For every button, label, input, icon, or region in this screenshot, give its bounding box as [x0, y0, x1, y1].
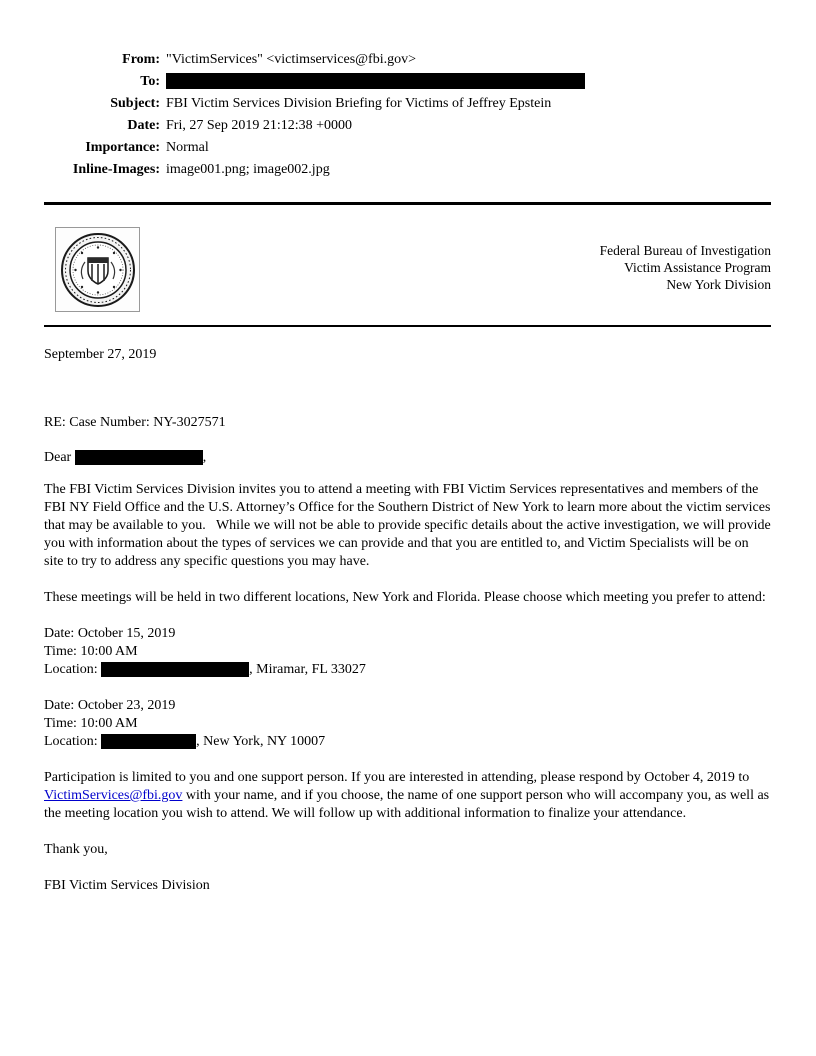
closing-line: Thank you,	[44, 842, 108, 857]
letterhead-divider	[44, 325, 771, 327]
salutation-line	[44, 449, 771, 467]
header-value-to	[166, 74, 585, 90]
meeting-florida	[44, 625, 771, 679]
header-row-from	[44, 52, 771, 68]
letter-body	[44, 346, 775, 895]
header-label-from: From:	[122, 52, 160, 67]
case-number-line: RE: Case Number: NY-3027571	[44, 415, 226, 430]
header-row-to	[44, 74, 771, 90]
paragraph-invitation: The FBI Victim Services Division invites you to attend a meeting with FBI Victim Services representatives and members of the FBI NY Field Office and the U.S. Attorney’s Office for the Southern District of New York to learn more about the victim services that may be available to you. While we will not be able to provide specific details about the active investigation, we will provide you with information about the types of services we can provide and that you are entitled to, and Victim Specialists will be on site to try to address any specific questions you may have.	[44, 482, 775, 569]
header-label-inline-images: Inline-Images:	[72, 162, 160, 177]
header-row-inline-images	[44, 162, 771, 178]
letterhead-org-line3: New York Division	[666, 277, 771, 292]
letterhead-org-line1: Federal Bureau of Investigation	[599, 243, 771, 258]
salutation-suffix: ,	[202, 450, 207, 465]
fbi-seal-icon	[59, 231, 137, 309]
meeting-new-york-date: Date: October 23, 2019	[44, 698, 176, 713]
header-label-importance: Importance:	[85, 140, 160, 155]
redaction-bar-to	[166, 73, 585, 89]
header-label-to: To:	[140, 74, 160, 89]
letter-date: September 27, 2019	[44, 347, 157, 362]
redaction-bar-new-york-location	[101, 734, 196, 749]
paragraph-locations: These meetings will be held in two different locations, New York and Florida. Please choose which meeting you prefer to attend:	[44, 590, 766, 605]
rsvp-text-before-link: Participation is limited to you and one support person. If you are interested in attending, please respond by October 4, 2019 to	[44, 770, 753, 785]
header-row-importance	[44, 140, 771, 156]
meeting-new-york	[44, 697, 771, 751]
rsvp-text-after-link: with your name, and if you choose, the name of one support person who will accompany you, as well as the meeting location you wish to attend. We will follow up with additional information to finalize your attendance.	[44, 788, 773, 821]
paragraph-rsvp	[44, 769, 771, 823]
meeting-florida-time: Time: 10:00 AM	[44, 644, 138, 659]
letterhead-text	[600, 227, 771, 293]
header-row-subject	[44, 96, 771, 112]
header-label-subject: Subject:	[110, 96, 160, 111]
redaction-bar-florida-location	[101, 662, 249, 677]
header-value-subject: FBI Victim Services Division Briefing for Victims of Jeffrey Epstein	[166, 96, 552, 111]
signature-line: FBI Victim Services Division	[44, 878, 210, 893]
header-label-date: Date:	[127, 118, 160, 133]
victim-services-email-link[interactable]: VictimServices@fbi.gov	[44, 788, 183, 803]
header-value-date: Fri, 27 Sep 2019 21:12:38 +0000	[166, 118, 353, 133]
meeting-new-york-location	[44, 733, 771, 751]
meeting-florida-location	[44, 661, 771, 679]
header-value-from: "VictimServices" <victimservices@fbi.gov>	[166, 52, 416, 67]
letterhead-org-line2: Victim Assistance Program	[624, 260, 771, 275]
header-row-date	[44, 118, 771, 134]
meeting-florida-location-prefix: Location:	[44, 662, 102, 677]
header-value-importance: Normal	[166, 140, 209, 155]
fbi-seal-image	[55, 227, 140, 312]
meeting-new-york-time: Time: 10:00 AM	[44, 716, 138, 731]
meeting-florida-location-suffix: , Miramar, FL 33027	[249, 662, 366, 677]
meeting-new-york-location-prefix: Location:	[44, 734, 102, 749]
letterhead	[44, 227, 771, 312]
top-divider	[44, 202, 771, 205]
meeting-florida-date: Date: October 15, 2019	[44, 626, 176, 641]
email-header-block	[44, 52, 771, 178]
salutation-prefix: Dear	[44, 450, 75, 465]
meeting-new-york-location-suffix: , New York, NY 10007	[196, 734, 326, 749]
header-value-inline-images: image001.png; image002.jpg	[166, 162, 330, 177]
redaction-bar-recipient-name	[75, 450, 203, 465]
